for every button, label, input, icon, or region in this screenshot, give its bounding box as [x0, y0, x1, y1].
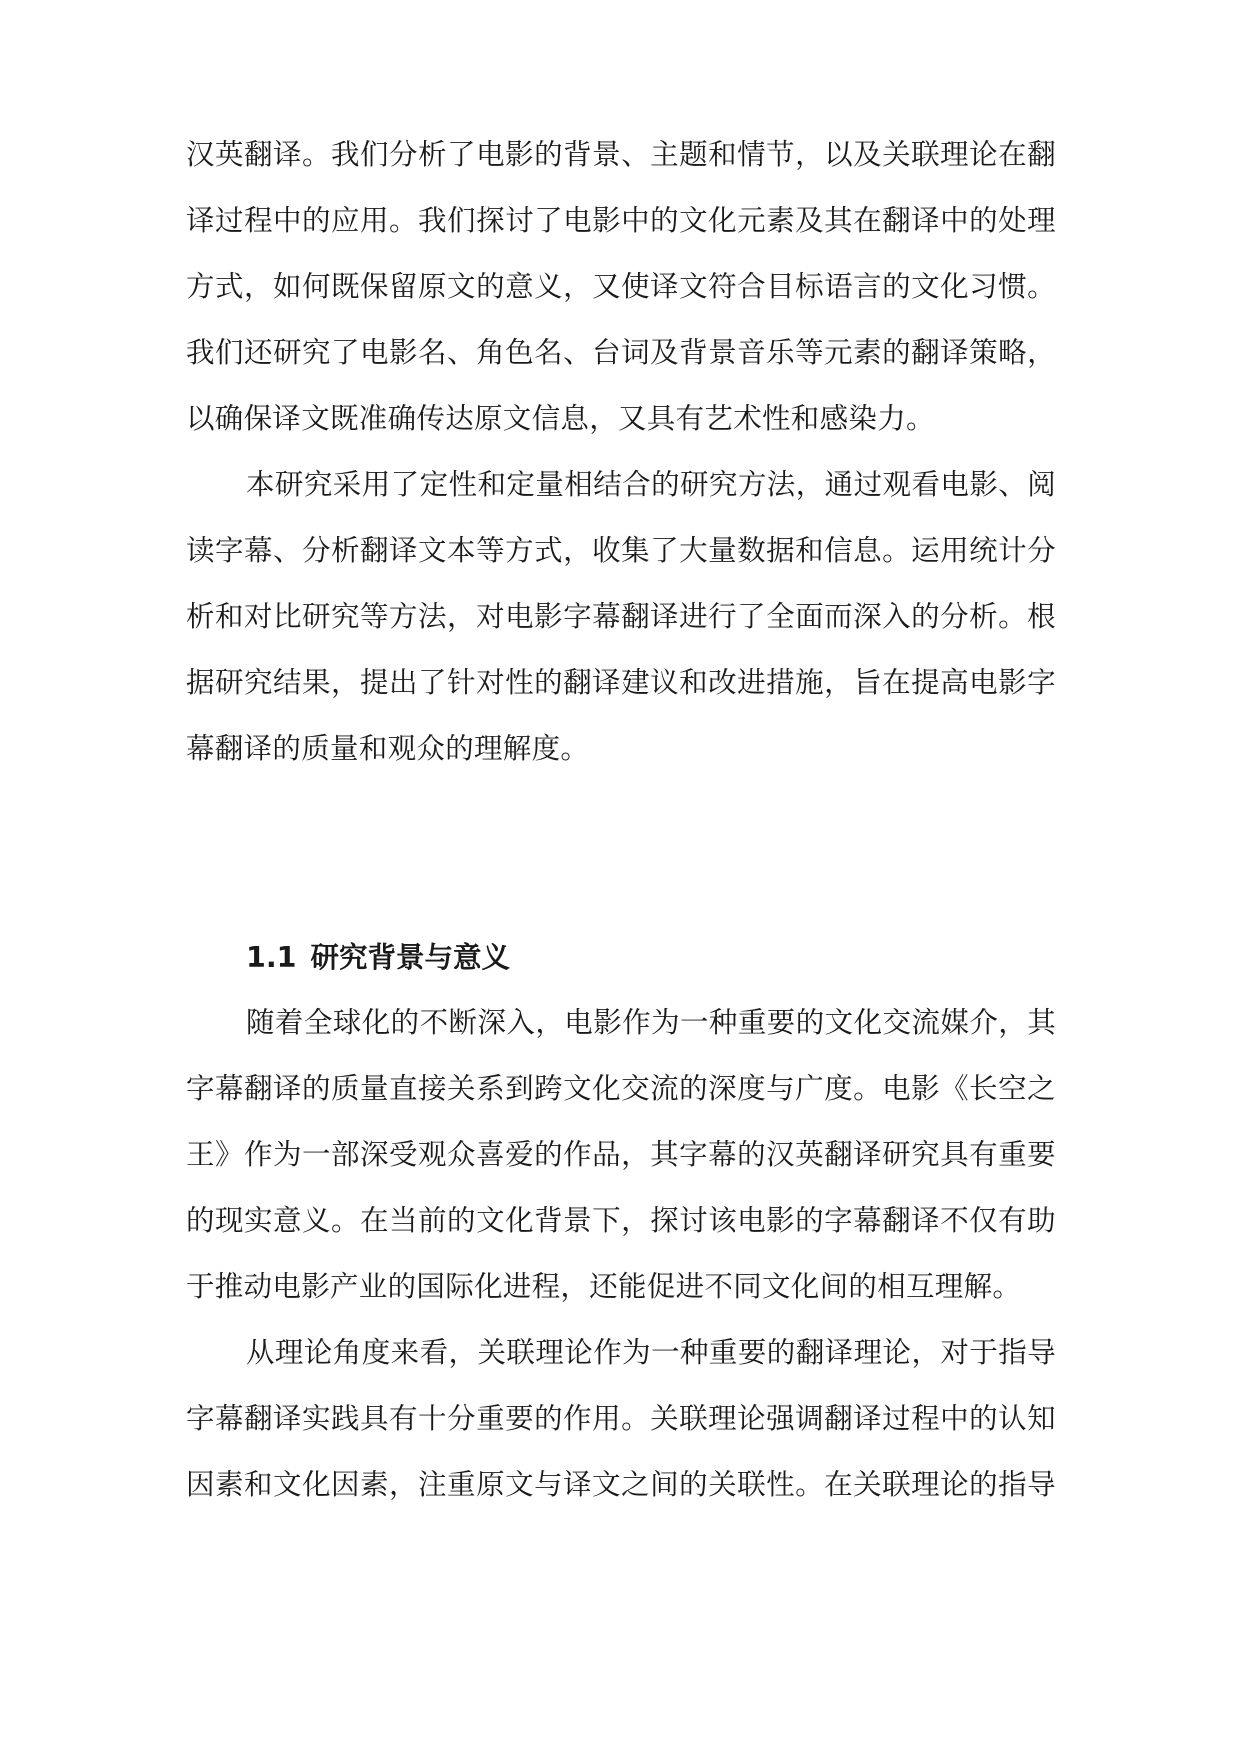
- section-title: 研究背景与意义: [310, 941, 511, 974]
- text-line: 字幕翻译实践具有十分重要的作用。关联理论强调翻译过程中的认知: [186, 1402, 1056, 1435]
- text-line: 我们还研究了电影名、角色名、台词及背景音乐等元素的翻译策略，: [186, 336, 1056, 369]
- text-line: 王》作为一部深受观众喜爱的作品，其字幕的汉英翻译研究具有重要: [186, 1138, 1056, 1171]
- text-line: 本研究采用了定性和定量相结合的研究方法，通过观看电影、阅: [246, 468, 1056, 501]
- text-line: 幕翻译的质量和观众的理解度。: [186, 732, 590, 765]
- text-line: 译过程中的应用。我们探讨了电影中的文化元素及其在翻译中的处理: [186, 204, 1056, 237]
- text-line: 随着全球化的不断深入，电影作为一种重要的文化交流媒介，其: [246, 1006, 1056, 1039]
- text-line: 因素和文化因素，注重原文与译文之间的关联性。在关联理论的指导: [186, 1468, 1056, 1501]
- text-line: 读字幕、分析翻译文本等方式，收集了大量数据和信息。运用统计分: [186, 534, 1056, 567]
- text-line: 方式，如何既保留原文的意义，又使译文符合目标语言的文化习惯。: [186, 270, 1056, 303]
- section-heading: [246, 938, 510, 978]
- text-line: 于推动电影产业的国际化进程，还能促进不同文化间的相互理解。: [186, 1270, 1022, 1303]
- text-line: 的现实意义。在当前的文化背景下，探讨该电影的字幕翻译不仅有助: [186, 1204, 1056, 1237]
- text-line: 析和对比研究等方法，对电影字幕翻译进行了全面而深入的分析。根: [186, 600, 1056, 633]
- section-number: 1.1: [246, 941, 297, 974]
- text-line: 字幕翻译的质量直接关系到跨文化交流的深度与广度。电影《长空之: [186, 1072, 1056, 1105]
- text-line: 据研究结果，提出了针对性的翻译建议和改进措施，旨在提高电影字: [186, 666, 1056, 699]
- text-line: 从理论角度来看，关联理论作为一种重要的翻译理论，对于指导: [246, 1336, 1056, 1369]
- text-line: 以确保译文既准确传达原文信息，又具有艺术性和感染力。: [186, 402, 935, 435]
- text-line: 汉英翻译。我们分析了电影的背景、主题和情节，以及关联理论在翻: [186, 138, 1056, 171]
